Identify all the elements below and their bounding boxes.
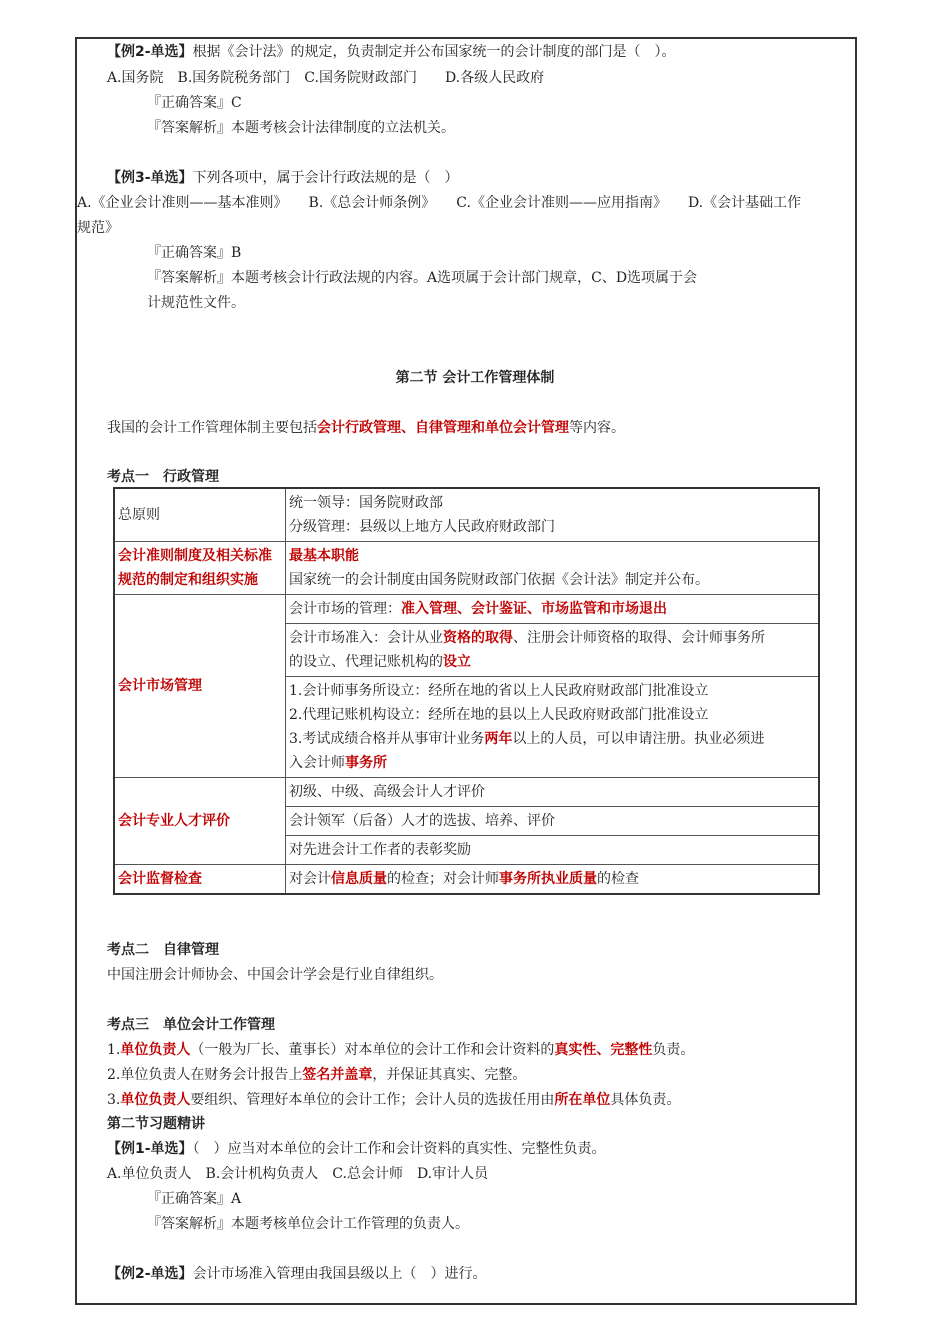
key-point-2-text: 中国注册会计师协会、中国会计学会是行业自律组织。: [107, 967, 443, 983]
row-content-supervision: 对会计信息质量的检查；对会计师事务所执业质量的检查: [286, 865, 820, 895]
row-content-market-setup: 1.会计师事务所设立：经所在地的省以上人民政府财政部门批准设立 2.代理记账机构设立：经所在地的县以上人民政府财政部门批准设立 3.考试成绩合格并从事审计业务两年以上的人员，可以申请注册。执业必须进 入会计师事务所: [286, 677, 820, 778]
example-2-analysis: 『答案解析』本题考核会计法律制度的立法机关。: [147, 120, 455, 136]
row-label-market: 会计市场管理: [114, 595, 286, 778]
section-intro: 我国的会计工作管理体制主要包括会计行政管理、自律管理和单位会计管理等内容。: [107, 420, 625, 436]
example-2-answer: 『正确答案』C: [147, 95, 242, 111]
row-label-standards: 会计准则制度及相关标准规范的制定和组织实施: [114, 542, 286, 595]
row-content-talent-2: 会计领军（后备）人才的选拔、培养、评价: [286, 807, 820, 836]
row-content-market-access: 会计市场准入：会计从业资格的取得、注册会计师资格的取得、会计师事务所 的设立、代理记账机构的设立: [286, 624, 820, 677]
row-label-supervision: 会计监督检查: [114, 865, 286, 895]
key-point-1-title: 考点一 行政管理: [107, 469, 219, 485]
table-row: [114, 865, 819, 895]
administration-table: [113, 487, 820, 895]
row-label-principle: 总原则: [114, 488, 286, 542]
example-3-answer: 『正确答案』B: [147, 245, 242, 261]
key-point-3-item-1: 1.单位负责人（一般为厂长、董事长）对本单位的会计工作和会计资料的真实性、完整性负责。: [107, 1042, 695, 1058]
table-row: [114, 595, 819, 624]
row-content-talent-1: 初级、中级、高级会计人才评价: [286, 778, 820, 807]
practice-title: 第二节习题精讲: [107, 1116, 205, 1132]
practice-example-2-question: 【例2-单选】会计市场准入管理由我国县级以上（ ）进行。: [107, 1266, 487, 1282]
key-point-3-title: 考点三 单位会计工作管理: [107, 1017, 275, 1033]
row-content-standards: 最基本职能 国家统一的会计制度由国务院财政部门依据《会计法》制定并公布。: [286, 542, 820, 595]
row-content-talent-3: 对先进会计工作者的表彰奖励: [286, 836, 820, 865]
table-row: [114, 778, 819, 807]
key-point-2-title: 考点二 自律管理: [107, 942, 219, 958]
example-3-options-cont: 规范》: [77, 220, 119, 236]
example-2-options: A.国务院 B.国务院税务部门 C.国务院财政部门 D.各级人民政府: [107, 70, 545, 86]
practice-example-1-question: 【例1-单选】（ ）应当对本单位的会计工作和会计资料的真实性、完整性负责。: [107, 1141, 606, 1157]
table-row: [114, 488, 819, 542]
example-3-question: 【例3-单选】下列各项中，属于会计行政法规的是（ ）: [107, 170, 459, 186]
practice-example-1-answer: 『正确答案』A: [147, 1191, 242, 1207]
example-3-analysis: 『答案解析』本题考核会计行政法规的内容。A选项属于会计部门规章，C、D选项属于会: [147, 270, 698, 286]
section-title: 第二节 会计工作管理体制: [395, 370, 555, 386]
example-3-options: A.《企业会计准则——基本准则》 B.《总会计师条例》 C.《企业会计准则——应用指南》 D.《会计基础工作: [77, 195, 802, 211]
table-row: [114, 542, 819, 595]
row-label-talent: 会计专业人才评价: [114, 778, 286, 865]
row-content-principle: 统一领导：国务院财政部 分级管理：县级以上地方人民政府财政部门: [286, 488, 820, 542]
key-point-3-item-3: 3.单位负责人要组织、管理好本单位的会计工作；会计人员的选拔任用由所在单位具体负责。: [107, 1092, 681, 1108]
example-3-analysis-cont: 计规范性文件。: [147, 295, 245, 311]
key-point-3-item-2: 2.单位负责人在财务会计报告上签名并盖章，并保证其真实、完整。: [107, 1067, 527, 1083]
practice-example-1-analysis: 『答案解析』本题考核单位会计工作管理的负责人。: [147, 1216, 469, 1232]
row-content-market-management: 会计市场的管理：准入管理、会计鉴证、市场监管和市场退出: [286, 595, 820, 624]
practice-example-1-options: A.单位负责人 B.会计机构负责人 C.总会计师 D.审计人员: [107, 1166, 489, 1182]
example-2-question: 【例2-单选】根据《会计法》的规定，负责制定并公布国家统一的会计制度的部门是（ ）。: [107, 44, 676, 60]
